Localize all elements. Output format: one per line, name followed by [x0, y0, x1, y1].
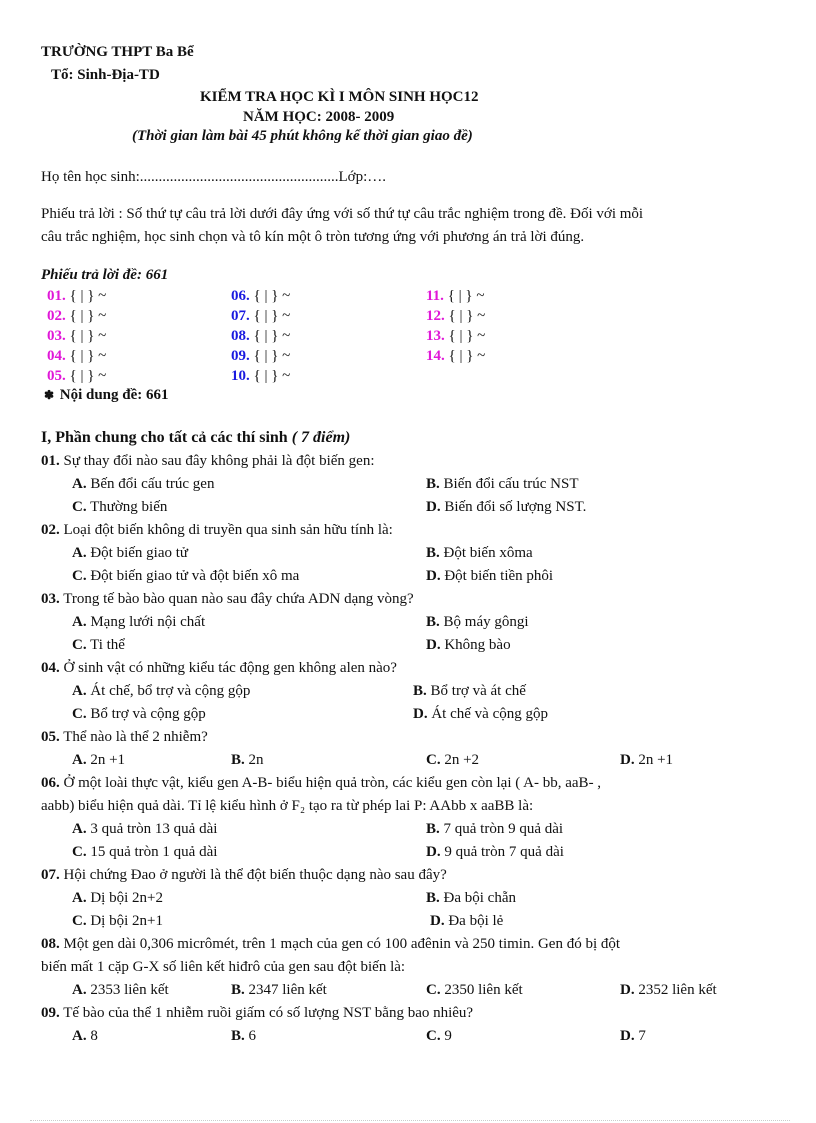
- option-letter: C.: [426, 752, 441, 768]
- question-5-option-b[interactable]: [231, 752, 264, 769]
- answer-marks[interactable]: { | } ~: [253, 328, 291, 344]
- answer-marks[interactable]: { | } ~: [253, 288, 291, 304]
- question-9-option-c[interactable]: [426, 1028, 452, 1045]
- answer-row: [47, 348, 106, 368]
- question-8-option-a[interactable]: [72, 982, 169, 999]
- question-3-option-d[interactable]: [426, 637, 511, 654]
- question-8-stem-line-2: biến mất 1 cặp G-X số liên kết hiđrô của gen sau đột biến là:: [41, 959, 406, 975]
- answer-number: 01.: [47, 288, 66, 304]
- option-letter: B.: [231, 982, 245, 998]
- question-number: 01.: [41, 453, 60, 469]
- option-text: 2347 liên kết: [248, 982, 327, 998]
- answer-row: [426, 328, 485, 348]
- question-7-option-d[interactable]: [430, 913, 503, 930]
- question-7-option-c[interactable]: [72, 913, 163, 930]
- question-6-stem-line-2: aabb) biểu hiện quả dài. Tỉ lệ kiểu hình ở F₂ tạo ra từ phép lai P: AAbb x aaBB là:: [41, 798, 534, 814]
- answer-row: [231, 308, 290, 328]
- option-letter: B.: [426, 821, 440, 837]
- question-6-option-c[interactable]: [72, 844, 217, 861]
- option-letter: D.: [426, 637, 441, 653]
- option-letter: D.: [620, 1028, 635, 1044]
- flower-bullet-icon: ✽: [44, 388, 55, 402]
- answer-number: 02.: [47, 308, 66, 324]
- option-letter: A.: [72, 1028, 87, 1044]
- answer-row: [426, 288, 484, 308]
- option-letter: B.: [426, 890, 440, 906]
- question-1-stem: [41, 453, 375, 470]
- answer-row: [231, 328, 290, 348]
- question-text: Thể nào là thể 2 nhiễm?: [63, 729, 208, 745]
- answer-marks[interactable]: { | } ~: [253, 368, 291, 384]
- section-points: ( 7 điểm): [291, 429, 351, 446]
- answer-number: 03.: [47, 328, 66, 344]
- question-5-option-c[interactable]: [426, 752, 479, 769]
- school-name: TRƯỜNG THPT Ba Bể: [41, 44, 194, 60]
- option-text: 2n: [248, 752, 264, 768]
- question-6-option-a[interactable]: [72, 821, 217, 838]
- option-letter: A.: [72, 476, 87, 492]
- question-number: 05.: [41, 729, 60, 745]
- option-letter: B.: [231, 1028, 245, 1044]
- option-letter: C.: [72, 913, 87, 929]
- question-9-option-b[interactable]: [231, 1028, 256, 1045]
- answer-marks[interactable]: { | } ~: [69, 328, 107, 344]
- option-text: 15 quả tròn 1 quả dài: [90, 844, 218, 860]
- option-letter: D.: [620, 752, 635, 768]
- option-letter: B.: [426, 476, 440, 492]
- answer-marks[interactable]: { | } ~: [448, 308, 486, 324]
- school-year: NĂM HỌC: 2008- 2009: [243, 109, 395, 125]
- footer-divider: [30, 1120, 790, 1121]
- question-2-option-a[interactable]: [72, 545, 188, 562]
- student-name-line: Họ tên học sinh:.....................................................Lớp:….: [41, 169, 386, 185]
- answer-row: [47, 368, 106, 388]
- question-2-option-b[interactable]: [426, 545, 533, 562]
- option-text: 2353 liên kết: [90, 982, 169, 998]
- answer-number: 13.: [426, 328, 445, 344]
- option-letter: D.: [426, 844, 441, 860]
- question-1-option-b[interactable]: [426, 476, 579, 493]
- option-text: Bổ trợ và cộng gộp: [90, 706, 206, 722]
- question-5-option-d[interactable]: [620, 752, 673, 769]
- option-text: Biến đổi cấu trúc NST: [443, 476, 579, 492]
- question-number: 09.: [41, 1005, 60, 1021]
- option-text: 9: [444, 1028, 452, 1044]
- option-letter: B.: [426, 614, 440, 630]
- answer-row: [231, 348, 290, 368]
- option-letter: D.: [413, 706, 428, 722]
- answer-number: 06.: [231, 288, 250, 304]
- question-3-option-c[interactable]: [72, 637, 125, 654]
- exam-title: KIỂM TRA HỌC KÌ I MÔN SINH HỌC12: [200, 89, 479, 105]
- question-1-option-d[interactable]: [426, 499, 586, 516]
- option-letter: B.: [413, 683, 427, 699]
- time-note: (Thời gian làm bài 45 phút không kể thời gian giao đề): [132, 128, 473, 144]
- option-text: Ti thể: [90, 637, 125, 653]
- question-text: Một gen dài 0,306 micrômét, trên 1 mạch của gen có 100 ađênin và 250 timin. Gen đó bị đột: [63, 936, 621, 952]
- option-text: 6: [248, 1028, 257, 1044]
- option-text: 2n +1: [638, 752, 674, 768]
- answer-number: 14.: [426, 348, 445, 364]
- option-text: 3 quả tròn 13 quả dài: [90, 821, 218, 837]
- question-2-option-c[interactable]: [72, 568, 299, 585]
- question-2-stem: [41, 522, 393, 539]
- question-number: 04.: [41, 660, 60, 676]
- question-8-option-c[interactable]: [426, 982, 523, 999]
- answer-number: 07.: [231, 308, 250, 324]
- question-text: Hội chứng Đao ở người là thể đột biến thuộc dạng nào sau đây?: [63, 867, 447, 883]
- option-text: Bổ trợ và át chế: [430, 683, 526, 699]
- answer-number: 11.: [426, 288, 444, 304]
- answer-row: [231, 288, 290, 308]
- question-3-option-b[interactable]: [426, 614, 529, 631]
- question-text: Tế bào của thể 1 nhiễm ruồi giấm có số lượng NST bằng bao nhiêu?: [63, 1005, 474, 1021]
- question-1-option-a[interactable]: [72, 476, 214, 493]
- option-letter: C.: [72, 568, 87, 584]
- question-text: Trong tế bào bào quan nào sau đây chứa ADN dạng vòng?: [63, 591, 414, 607]
- answer-sheet-title: Phiếu trả lời đề: 661: [41, 267, 169, 283]
- content-title: [44, 387, 169, 404]
- option-text: 8: [90, 1028, 98, 1044]
- answer-marks[interactable]: { | } ~: [69, 348, 107, 364]
- option-letter: A.: [72, 752, 87, 768]
- answer-number: 10.: [231, 368, 250, 384]
- option-letter: B.: [426, 545, 440, 561]
- question-number: 03.: [41, 591, 60, 607]
- answer-marks[interactable]: { | } ~: [253, 308, 291, 324]
- section-title: [41, 429, 350, 447]
- answer-row: [231, 368, 290, 388]
- answer-marks[interactable]: { | } ~: [448, 328, 486, 344]
- question-text: Ở sinh vật có những kiểu tác động gen không alen nào?: [63, 660, 397, 676]
- question-3-stem: [41, 591, 414, 608]
- content-title-text: Nội dung đề: 661: [59, 387, 169, 403]
- question-7-stem: [41, 867, 447, 884]
- answer-row: [47, 308, 106, 328]
- question-text: Sự thay đổi nào sau đây không phải là đột biến gen:: [63, 453, 375, 469]
- answer-marks[interactable]: { | } ~: [447, 288, 485, 304]
- option-text: 9 quả tròn 7 quả dài: [444, 844, 564, 860]
- question-6-option-b[interactable]: [426, 821, 563, 838]
- option-letter: A.: [72, 614, 87, 630]
- option-text: 2n +2: [444, 752, 480, 768]
- question-8-option-d[interactable]: [620, 982, 717, 999]
- answer-row: [426, 348, 485, 368]
- answer-row: [426, 308, 485, 328]
- option-text: Bộ máy gôngi: [443, 614, 529, 630]
- option-text: Biến đổi số lượng NST.: [444, 499, 587, 515]
- answer-marks[interactable]: { | } ~: [448, 348, 486, 364]
- option-text: Át chế, bổ trợ và cộng gộp: [90, 683, 251, 699]
- option-text: Át chế và cộng gộp: [431, 706, 548, 722]
- question-1-option-c[interactable]: [72, 499, 167, 516]
- option-letter: C.: [426, 982, 441, 998]
- question-4-stem: [41, 660, 397, 677]
- option-text: Đa bội lẻ: [448, 913, 504, 929]
- department-name: Tổ: Sinh-Địa-TD: [51, 67, 160, 83]
- question-4-option-c[interactable]: [72, 706, 206, 723]
- question-4-option-a[interactable]: [72, 683, 250, 700]
- answer-marks[interactable]: { | } ~: [69, 368, 107, 384]
- question-9-option-a[interactable]: [72, 1028, 98, 1045]
- section-title-text: I, Phần chung cho tất cả các thí sinh: [41, 429, 288, 446]
- option-text: Bến đổi cấu trúc gen: [90, 476, 215, 492]
- option-letter: D.: [430, 913, 445, 929]
- option-letter: A.: [72, 982, 87, 998]
- answer-number: 08.: [231, 328, 250, 344]
- question-4-option-d[interactable]: [413, 706, 548, 723]
- option-letter: D.: [426, 499, 441, 515]
- question-7-option-a[interactable]: [72, 890, 163, 907]
- question-7-option-b[interactable]: [426, 890, 516, 907]
- option-letter: A.: [72, 545, 87, 561]
- option-text: Đột biến giao tử: [90, 545, 189, 561]
- answer-marks[interactable]: { | } ~: [69, 288, 107, 304]
- question-8-option-b[interactable]: [231, 982, 327, 999]
- option-text: Đa bội chẵn: [443, 890, 516, 906]
- answer-row: [47, 288, 106, 308]
- option-letter: B.: [231, 752, 245, 768]
- option-letter: A.: [72, 821, 87, 837]
- question-text: Ở một loài thực vật, kiểu gen A-B- biểu hiện quả tròn, các kiểu gen còn lại ( A- bb, aaB- ,: [63, 775, 602, 791]
- question-5-option-a[interactable]: [72, 752, 125, 769]
- instructions-line-2: câu trắc nghiệm, học sinh chọn và tô kín một ô tròn tương ứng với phương án trả lời đúng.: [41, 229, 585, 245]
- question-6-stem: [41, 775, 601, 792]
- question-8-stem: [41, 936, 620, 953]
- option-letter: C.: [72, 637, 87, 653]
- answer-number: 04.: [47, 348, 66, 364]
- option-text: Đột biến giao tử và đột biến xô ma: [90, 568, 300, 584]
- option-text: 2350 liên kết: [444, 982, 523, 998]
- option-letter: A.: [72, 890, 87, 906]
- question-4-option-b[interactable]: [413, 683, 526, 700]
- option-text: Dị bội 2n+2: [90, 890, 163, 906]
- answer-marks[interactable]: { | } ~: [69, 308, 107, 324]
- option-text: Dị bội 2n+1: [90, 913, 163, 929]
- answer-number: 05.: [47, 368, 66, 384]
- option-letter: C.: [72, 499, 87, 515]
- option-letter: C.: [72, 706, 87, 722]
- question-number: 06.: [41, 775, 60, 791]
- option-text: 2n +1: [90, 752, 126, 768]
- option-text: Đột biến tiền phôi: [444, 568, 554, 584]
- option-text: Đột biến xôma: [443, 545, 533, 561]
- question-3-option-a[interactable]: [72, 614, 205, 631]
- option-letter: D.: [426, 568, 441, 584]
- option-text: Thường biến: [90, 499, 168, 515]
- option-letter: A.: [72, 683, 87, 699]
- question-number: 02.: [41, 522, 60, 538]
- answer-row: [47, 328, 106, 348]
- option-text: 7 quả tròn 9 quả dài: [443, 821, 564, 837]
- option-text: 2352 liên kết: [638, 982, 717, 998]
- option-text: Không bào: [444, 637, 511, 653]
- question-5-stem: [41, 729, 208, 746]
- question-number: 08.: [41, 936, 60, 952]
- answer-number: 09.: [231, 348, 250, 364]
- question-6-option-d[interactable]: [426, 844, 564, 861]
- question-9-stem: [41, 1005, 473, 1022]
- question-text: Loại đột biến không di truyền qua sinh sản hữu tính là:: [63, 522, 393, 538]
- answer-marks[interactable]: { | } ~: [253, 348, 291, 364]
- option-letter: D.: [620, 982, 635, 998]
- option-letter: C.: [72, 844, 87, 860]
- question-number: 07.: [41, 867, 60, 883]
- instructions-line-1: Phiếu trả lời : Số thứ tự câu trả lời dưới đây ứng với số thứ tự câu trắc nghiệm trong đề. Đối với mỗi: [41, 206, 644, 222]
- answer-number: 12.: [426, 308, 445, 324]
- option-letter: C.: [426, 1028, 441, 1044]
- question-2-option-d[interactable]: [426, 568, 553, 585]
- question-9-option-d[interactable]: [620, 1028, 646, 1045]
- option-text: 7: [638, 1028, 646, 1044]
- option-text: Mạng lưới nội chất: [90, 614, 206, 630]
